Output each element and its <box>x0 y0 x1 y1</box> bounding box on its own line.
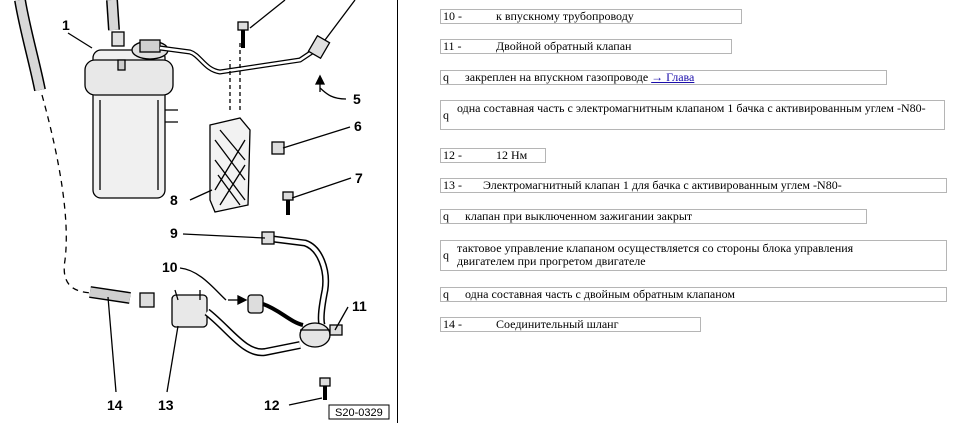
legend-bullet <box>440 70 887 85</box>
item-text: клапан при выключенном зажигании закрыт <box>465 209 693 223</box>
legend-bullet <box>440 240 947 271</box>
item-text: одна составная часть с электромагнитным клапаном 1 бачка с активированным углем -N80- <box>457 101 926 115</box>
bullet-q: q <box>443 248 449 262</box>
callout-6: 6 <box>354 118 362 134</box>
bullet-q: q <box>443 209 449 223</box>
legend-item-14 <box>440 317 701 332</box>
mounting-bracket <box>210 40 250 212</box>
bullet-q: q <box>443 107 449 122</box>
exploded-parts-diagram <box>0 0 398 423</box>
legend-bullet <box>440 287 947 302</box>
item-text: одна составная часть с двойным обратным клапаном <box>465 287 735 301</box>
item-text: закреплен на впускном газопроводе → Глава <box>465 70 695 84</box>
item-number: 14 - <box>443 317 462 331</box>
callout-10: 10 <box>162 259 178 275</box>
item-text: Соединительный шланг <box>496 317 619 331</box>
callout-11: 11 <box>352 298 367 314</box>
legend-item-13 <box>440 178 947 193</box>
item-number: 13 - <box>443 178 462 192</box>
callout-13: 13 <box>158 397 174 413</box>
legend-item-10 <box>440 9 742 24</box>
divider <box>397 0 398 423</box>
bullet-q: q <box>443 287 449 301</box>
item-number: 12 - <box>443 148 462 162</box>
item-text: Электромагнитный клапан 1 для бачка с активированным углем -N80- <box>483 178 842 192</box>
item-text: тактовое управление клапаном осуществляется со стороны блока управления двигателем при прогретом двигателе <box>457 241 854 268</box>
double-check-valve <box>300 323 342 347</box>
callout-9: 9 <box>170 225 178 241</box>
bullet-q: q <box>443 70 449 84</box>
figure-id: S20-0329 <box>335 407 383 419</box>
legend-bullet <box>440 209 867 224</box>
legend-item-12 <box>440 148 546 163</box>
dashed-route <box>42 95 92 293</box>
legend-bullet <box>440 100 945 130</box>
callout-8: 8 <box>170 192 178 208</box>
item-number: 10 - <box>443 9 462 23</box>
chapter-link[interactable]: → Глава <box>651 70 695 84</box>
callout-7: 7 <box>355 170 363 186</box>
item-number: 11 - <box>443 39 462 53</box>
charcoal-canister <box>85 32 178 198</box>
callout-12: 12 <box>264 397 280 413</box>
callout-1: 1 <box>62 17 70 33</box>
legend-item-11 <box>440 39 732 54</box>
item-text: Двойной обратный клапан <box>496 39 632 53</box>
callout-5: 5 <box>353 91 361 107</box>
item-text: к впускному трубопроводу <box>496 9 634 23</box>
callout-14: 14 <box>107 397 123 413</box>
item-text: 12 Нм <box>496 148 528 162</box>
